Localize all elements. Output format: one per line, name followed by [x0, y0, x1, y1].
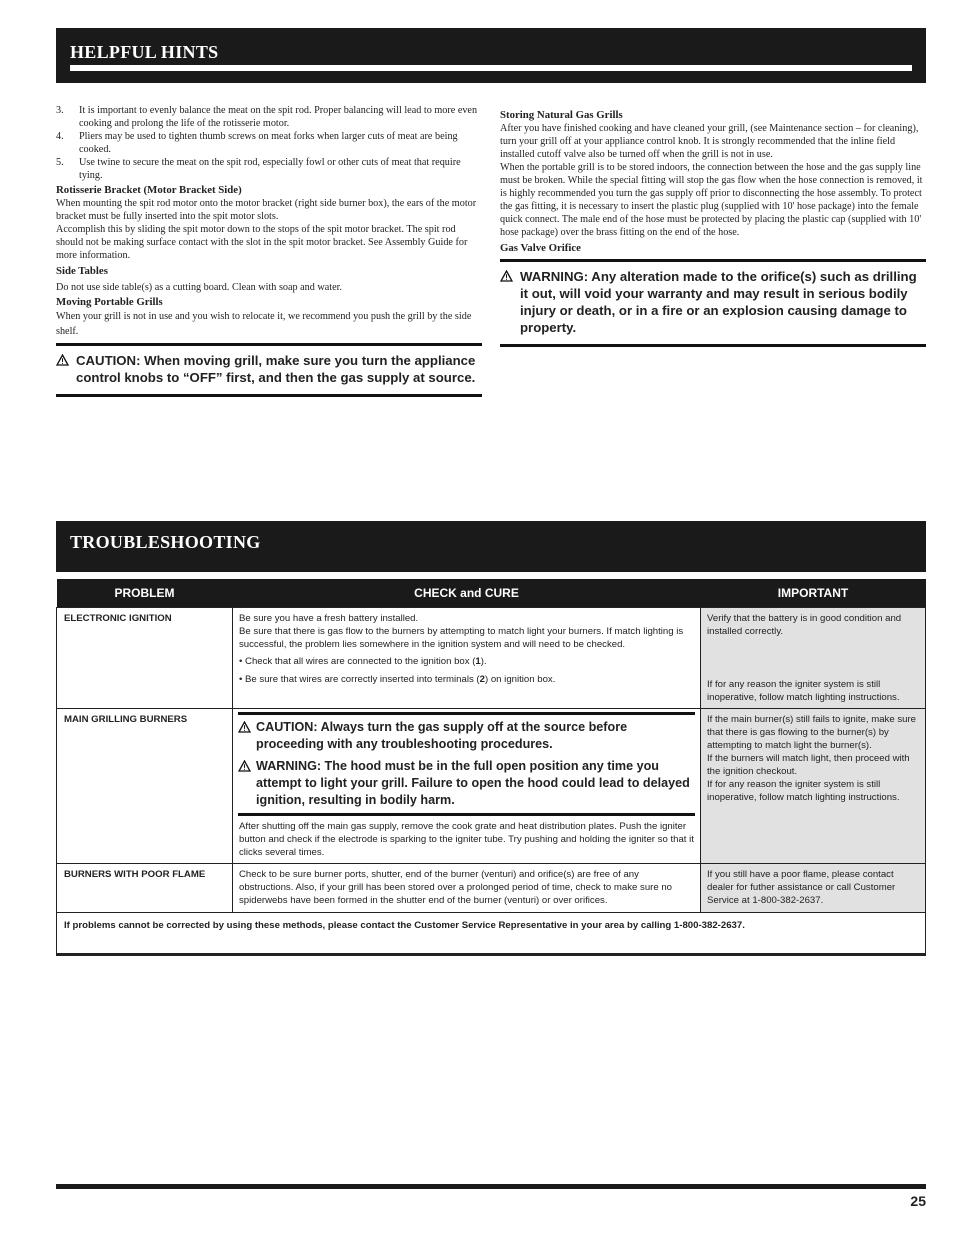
warning-triangle-icon [238, 719, 256, 753]
warning-triangle-icon [56, 352, 76, 386]
warning-triangle-icon [500, 268, 520, 336]
troubleshooting-title: TROUBLESHOOTING [70, 532, 261, 552]
rotisserie-heading: Rotisserie Bracket (Motor Bracket Side) [56, 184, 242, 196]
warning-notice [500, 259, 926, 347]
caution-text: CAUTION: When moving grill, make sure you turn the appliance control knobs to “OFF” first, and then the gas supply at source. [76, 353, 476, 385]
list-item: 4. Pliers may be used to tighten thumb screws on meat forks when larger cuts of meat are being cooked. [56, 131, 458, 155]
check-cell: Check to be sure burner ports, shutter, end of the burner (venturi) and orifice(s) are free of any obstructions. Also, if your grill has been stored over a prolonged period of time, check to make sure no spiderwebs have been formed in the shutter end of the burner (venturi) or over orifices. [233, 864, 701, 913]
table-row [57, 608, 926, 709]
orifice-heading: Gas Valve Orifice [500, 242, 581, 254]
warning-notice: WARNING: The hood must be in the full open position any time you attempt to light your grill. Failure to open the hood could lead to delayed ignition, resulting in bodily harm. [238, 758, 695, 809]
banner-rule [70, 65, 912, 71]
list-item: 3. It is important to evenly balance the meat on the spit rod. Proper balancing will lead to more even cooking and prolong the life of the rotisserie motor. [56, 105, 478, 129]
helpful-hints-banner [56, 28, 926, 83]
page-footer-rule [56, 1184, 926, 1189]
helpful-hints-title: HELPFUL HINTS [70, 42, 219, 62]
storing-paragraph-1: After you have finished cooking and have cleaned your grill, (see Maintenance section – for cleaning), turn your grill off at your appliance control knob. It is strongly recommended that the inline field installed cutoff valve also be turned off when the grill is not in use. [500, 123, 919, 160]
troubleshooting-banner [56, 521, 926, 572]
check-cell: Be sure you have a fresh battery installed. Be sure that there is gas flow to the burners by attempting to match light your burners. If match lighting is successful, the problem lies somewhere in the ignition system and will need to be checked. • Check that all wires are connected to the ignition box (1). • Be sure that wires are correctly inserted into terminals (2) on ignition box. [233, 608, 701, 709]
table-row [57, 709, 926, 864]
table-row [57, 913, 926, 955]
storing-paragraph-2: When the portable grill is to be stored indoors, the connection between the hose and the gas supply line must be broken. While the special fitting will stop the gas flow when the hose connection is removed, it is highly recommended you turn the gas supply off prior to disconnecting the hose assembly. To protect the gas fitting, it is necessary to insert the plastic plug (supplied with 10' hose package) into the female quick connect. The male end of the hose must be protected by placing the plastic cap (supplied with 10' hose package) over the brass fitting on the end of the hose. [500, 162, 923, 238]
problem-cell: MAIN GRILLING BURNERS [57, 709, 233, 864]
contact-note: If problems cannot be corrected by using these methods, please contact the Customer Service Representative in your area by calling 1-800-382-2637. [57, 913, 926, 955]
inner-warning-block [238, 712, 695, 816]
column-header-check: CHECK and CURE [233, 579, 701, 608]
check-cell: CAUTION: Always turn the gas supply off at the source before proceeding with any troubleshooting procedures. WARNING: The hood must be in the full open position any time you attempt to light your grill. Failure to open the hood could lead to delayed ignition, resulting in bodily harm. After shutting off the main gas supply, remove the cook grate and heat distribution plates. Push the igniter button and check if the electrode is sparking to the igniter tube. Try pushing and holding the igniter so that it clicks several times. [233, 709, 701, 864]
list-item: • Be sure that wires are correctly inserted into terminals (2) on ignition box. [239, 674, 556, 685]
caution-notice: CAUTION: Always turn the gas supply off at the source before proceeding with any troubleshooting procedures. [238, 719, 695, 753]
warning-text: WARNING: Any alteration made to the orifice(s) such as drilling it out, will void your warranty and may result in serious bodily injury or death, or in a fire or an explosion causing damage to property. [520, 269, 917, 335]
warning-triangle-icon [238, 758, 256, 809]
side-tables-heading: Side Tables [56, 265, 108, 277]
moving-heading: Moving Portable Grills [56, 296, 163, 308]
column-header-problem: PROBLEM [57, 579, 233, 608]
hints-steps-list [56, 104, 482, 182]
page-number: 25 [910, 1193, 926, 1209]
problem-cell: BURNERS WITH POOR FLAME [57, 864, 233, 913]
hints-left-column [56, 104, 482, 397]
column-header-important: IMPORTANT [701, 579, 926, 608]
troubleshooting-table [56, 579, 926, 956]
rotisserie-paragraph-1: When mounting the spit rod motor onto the motor bracket (right side burner box), the ears of the motor bracket must be fully inserted into the spit motor slots. [56, 198, 477, 222]
table-row [57, 864, 926, 913]
list-item: • Check that all wires are connected to the ignition box (1). [239, 656, 487, 667]
caution-notice [56, 343, 482, 397]
problem-cell: ELECTRONIC IGNITION [57, 608, 233, 709]
important-cell: If you still have a poor flame, please contact dealer for futher assistance or call Customer Service at 1-800-382-2637. [701, 864, 926, 913]
table-header-row [57, 579, 926, 608]
hints-right-column [500, 107, 926, 347]
moving-text: When your grill is not in use and you wish to relocate it, we recommend you push the grill by the side shelf. [56, 311, 472, 337]
rotisserie-paragraph-2: Accomplish this by sliding the spit motor down to the stops of the spit motor bracket. The spit rod should not be making surface contact with the slot in the spit motor bracket. See Assembly Guide for more information. [56, 224, 468, 261]
important-cell: If the main burner(s) still fails to ignite, make sure that there is gas flowing to the burner(s) by attempting to match light the burner(s). If the burners will match light, then proceed with the ignition checkout. If for any reason the igniter system is still inoperative, follow match lighting instructions. [701, 709, 926, 864]
storing-heading: Storing Natural Gas Grills [500, 109, 623, 121]
side-tables-text: Do not use side table(s) as a cutting board. Clean with soap and water. [56, 282, 343, 293]
important-cell: Verify that the battery is in good condition and installed correctly. If for any reason the igniter system is still inoperative, follow match lighting instructions. [701, 608, 926, 709]
list-item: 5. Use twine to secure the meat on the spit rod, especially fowl or other cuts of meat that require tying. [56, 157, 461, 181]
